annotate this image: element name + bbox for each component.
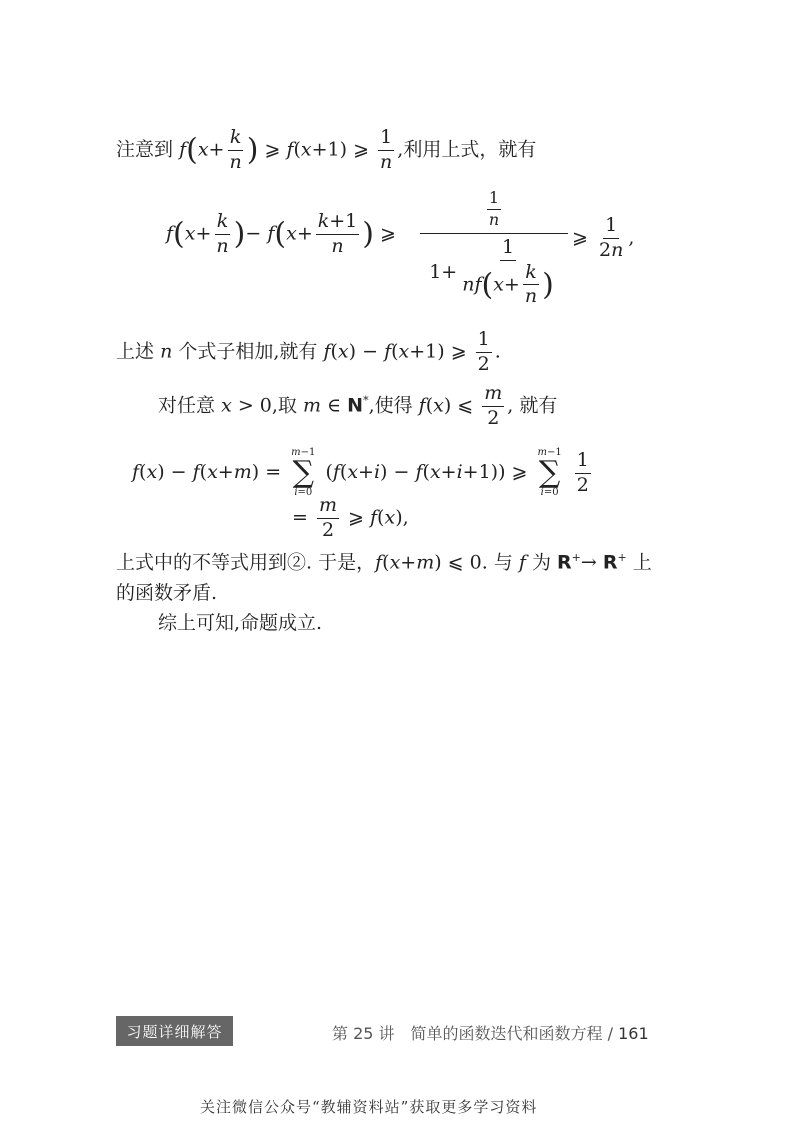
text-segment: 上式中的不等式用到②. 于是， — [116, 551, 376, 574]
text-segment: ,使得 — [368, 394, 413, 417]
compound-fraction: $\frac{1}{n}$ 1+ 1 nf(x+ $\frac{k}{n}$ ) — [420, 190, 568, 307]
text-segment: 综上可知,命题成立. — [158, 612, 323, 634]
math-line-1: 注意到 f(x+ $\frac{k}{n}$ ) ⩾ f(x+1) ⩾ $\frac{1}{n}$ ,利用上式，就有 — [116, 126, 537, 173]
text-segment: ,取 — [271, 394, 297, 417]
chapter-title: 第 25 讲 简单的函数迭代和函数方程 / — [332, 1024, 614, 1043]
math-line-5: f(x) − f(x+m) = m−1 ∑ i=0 (f(x+i) − f(x+i+1)) ⩾ m−1 ∑ i=0 $\frac{1}{2}$ — [132, 447, 589, 498]
text-segment: , 就有 — [507, 394, 558, 417]
text-segment: 上述 — [116, 340, 155, 363]
math-line-2-right: ⩾ $\frac{1}{2n}$ , — [572, 214, 635, 261]
text-segment: 上 — [632, 551, 652, 574]
text-segment: ,利用上式，就有 — [397, 138, 537, 161]
text-segment: . 与 — [481, 551, 513, 574]
math-line-2-left: f(x+ $\frac{k}{n}$ )− f(x+ $\frac{k+1}{n}$ ) ⩾ — [166, 210, 396, 257]
text-line-9 — [158, 614, 322, 633]
text-segment: 对任意 — [158, 394, 216, 417]
text-segment: 为 — [531, 551, 551, 574]
math-line-3: 上述 n 个式子相加,就有 f(x) − f(x+1) ⩾ $\frac{1}{2}$ . — [116, 328, 501, 375]
math-line-4: 对任意 x > 0,取 m ∈ N*,使得 f(x) ⩽ $\frac{m}{2}$ , 就有 — [158, 382, 558, 429]
section-badge: 习题详细解答 — [116, 1016, 233, 1046]
math-line-6: = $\frac{m}{2}$ ⩾ f(x), — [292, 494, 409, 541]
text-segment: 注意到 — [116, 138, 174, 161]
text-segment: 个式子相加,就有 — [178, 340, 318, 363]
text-segment: 的函数矛盾. — [116, 582, 218, 604]
page-number: 161 — [618, 1024, 649, 1043]
text-line-8 — [116, 584, 217, 603]
watermark-note: 关注微信公众号“教辅资料站”获取更多学习资料 — [200, 1098, 538, 1116]
running-footer — [332, 1021, 649, 1044]
math-line-7: 上式中的不等式用到②. 于是，f(x+m) ⩽ 0. 与 f 为 R+→ R+ 上 — [116, 551, 652, 574]
